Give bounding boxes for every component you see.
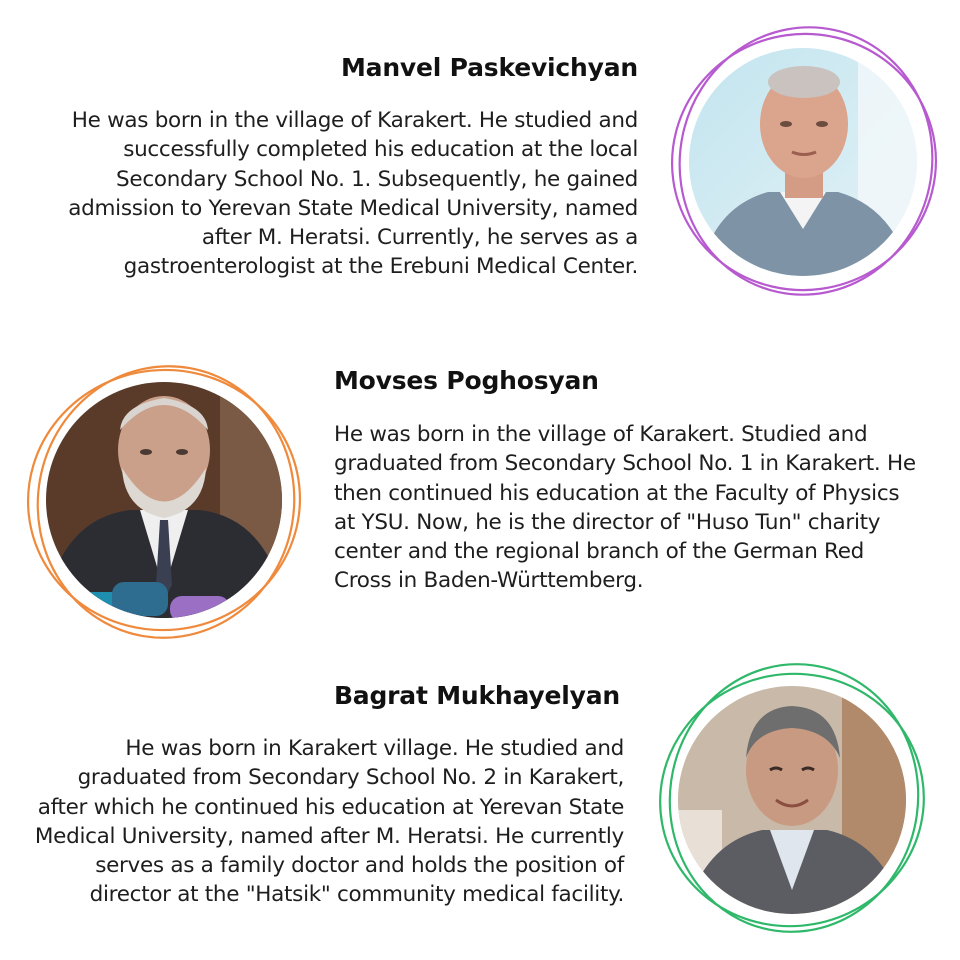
profile-movses-poghosyan: [0, 340, 960, 640]
profile-bio: He was born in the village of Karakert. He studied and successfully completed his education at the local Secondary School No. 1. Subsequently, he gained admission to Yerevan State Medical University, named after M. Heratsi. Currently, he serves as a gastroenterologist at the Erebuni Medical Center.: [68, 108, 638, 280]
profile-photo-frame: [668, 24, 948, 304]
profile-name: Bagrat Mukhayelyan: [333, 681, 620, 710]
profile-name: Movses Poghosyan: [334, 366, 599, 395]
profile-bagrat-mukhayelyan: [0, 650, 960, 960]
profile-bio: He was born in the village of Karakert. Studied and graduated from Secondary School No. 1 in Karakert. He then continued his education at the Faculty of Physics at YSU. Now, he is the director of "Huso Tun" charity center and the regional branch of the German Red Cross in Baden-Württemberg.: [334, 422, 916, 594]
profile-photo-frame: [20, 360, 310, 650]
profile-bio: He was born in Karakert village. He studied and graduated from Secondary School No. 2 in Karakert, after which he continued his education at Yerevan State Medical University, named after M. Heratsi. He currently serves as a family doctor and holds the position of director at the "Hatsik" community medical facility.: [34, 736, 624, 908]
profile-manvel-paskevichyan: [0, 0, 960, 320]
portrait-photo: [668, 24, 948, 304]
profile-name: Manvel Paskevichyan: [340, 53, 638, 82]
portrait-photo: [20, 360, 310, 650]
profile-photo-frame: [652, 660, 932, 940]
portrait-photo: [652, 660, 932, 940]
